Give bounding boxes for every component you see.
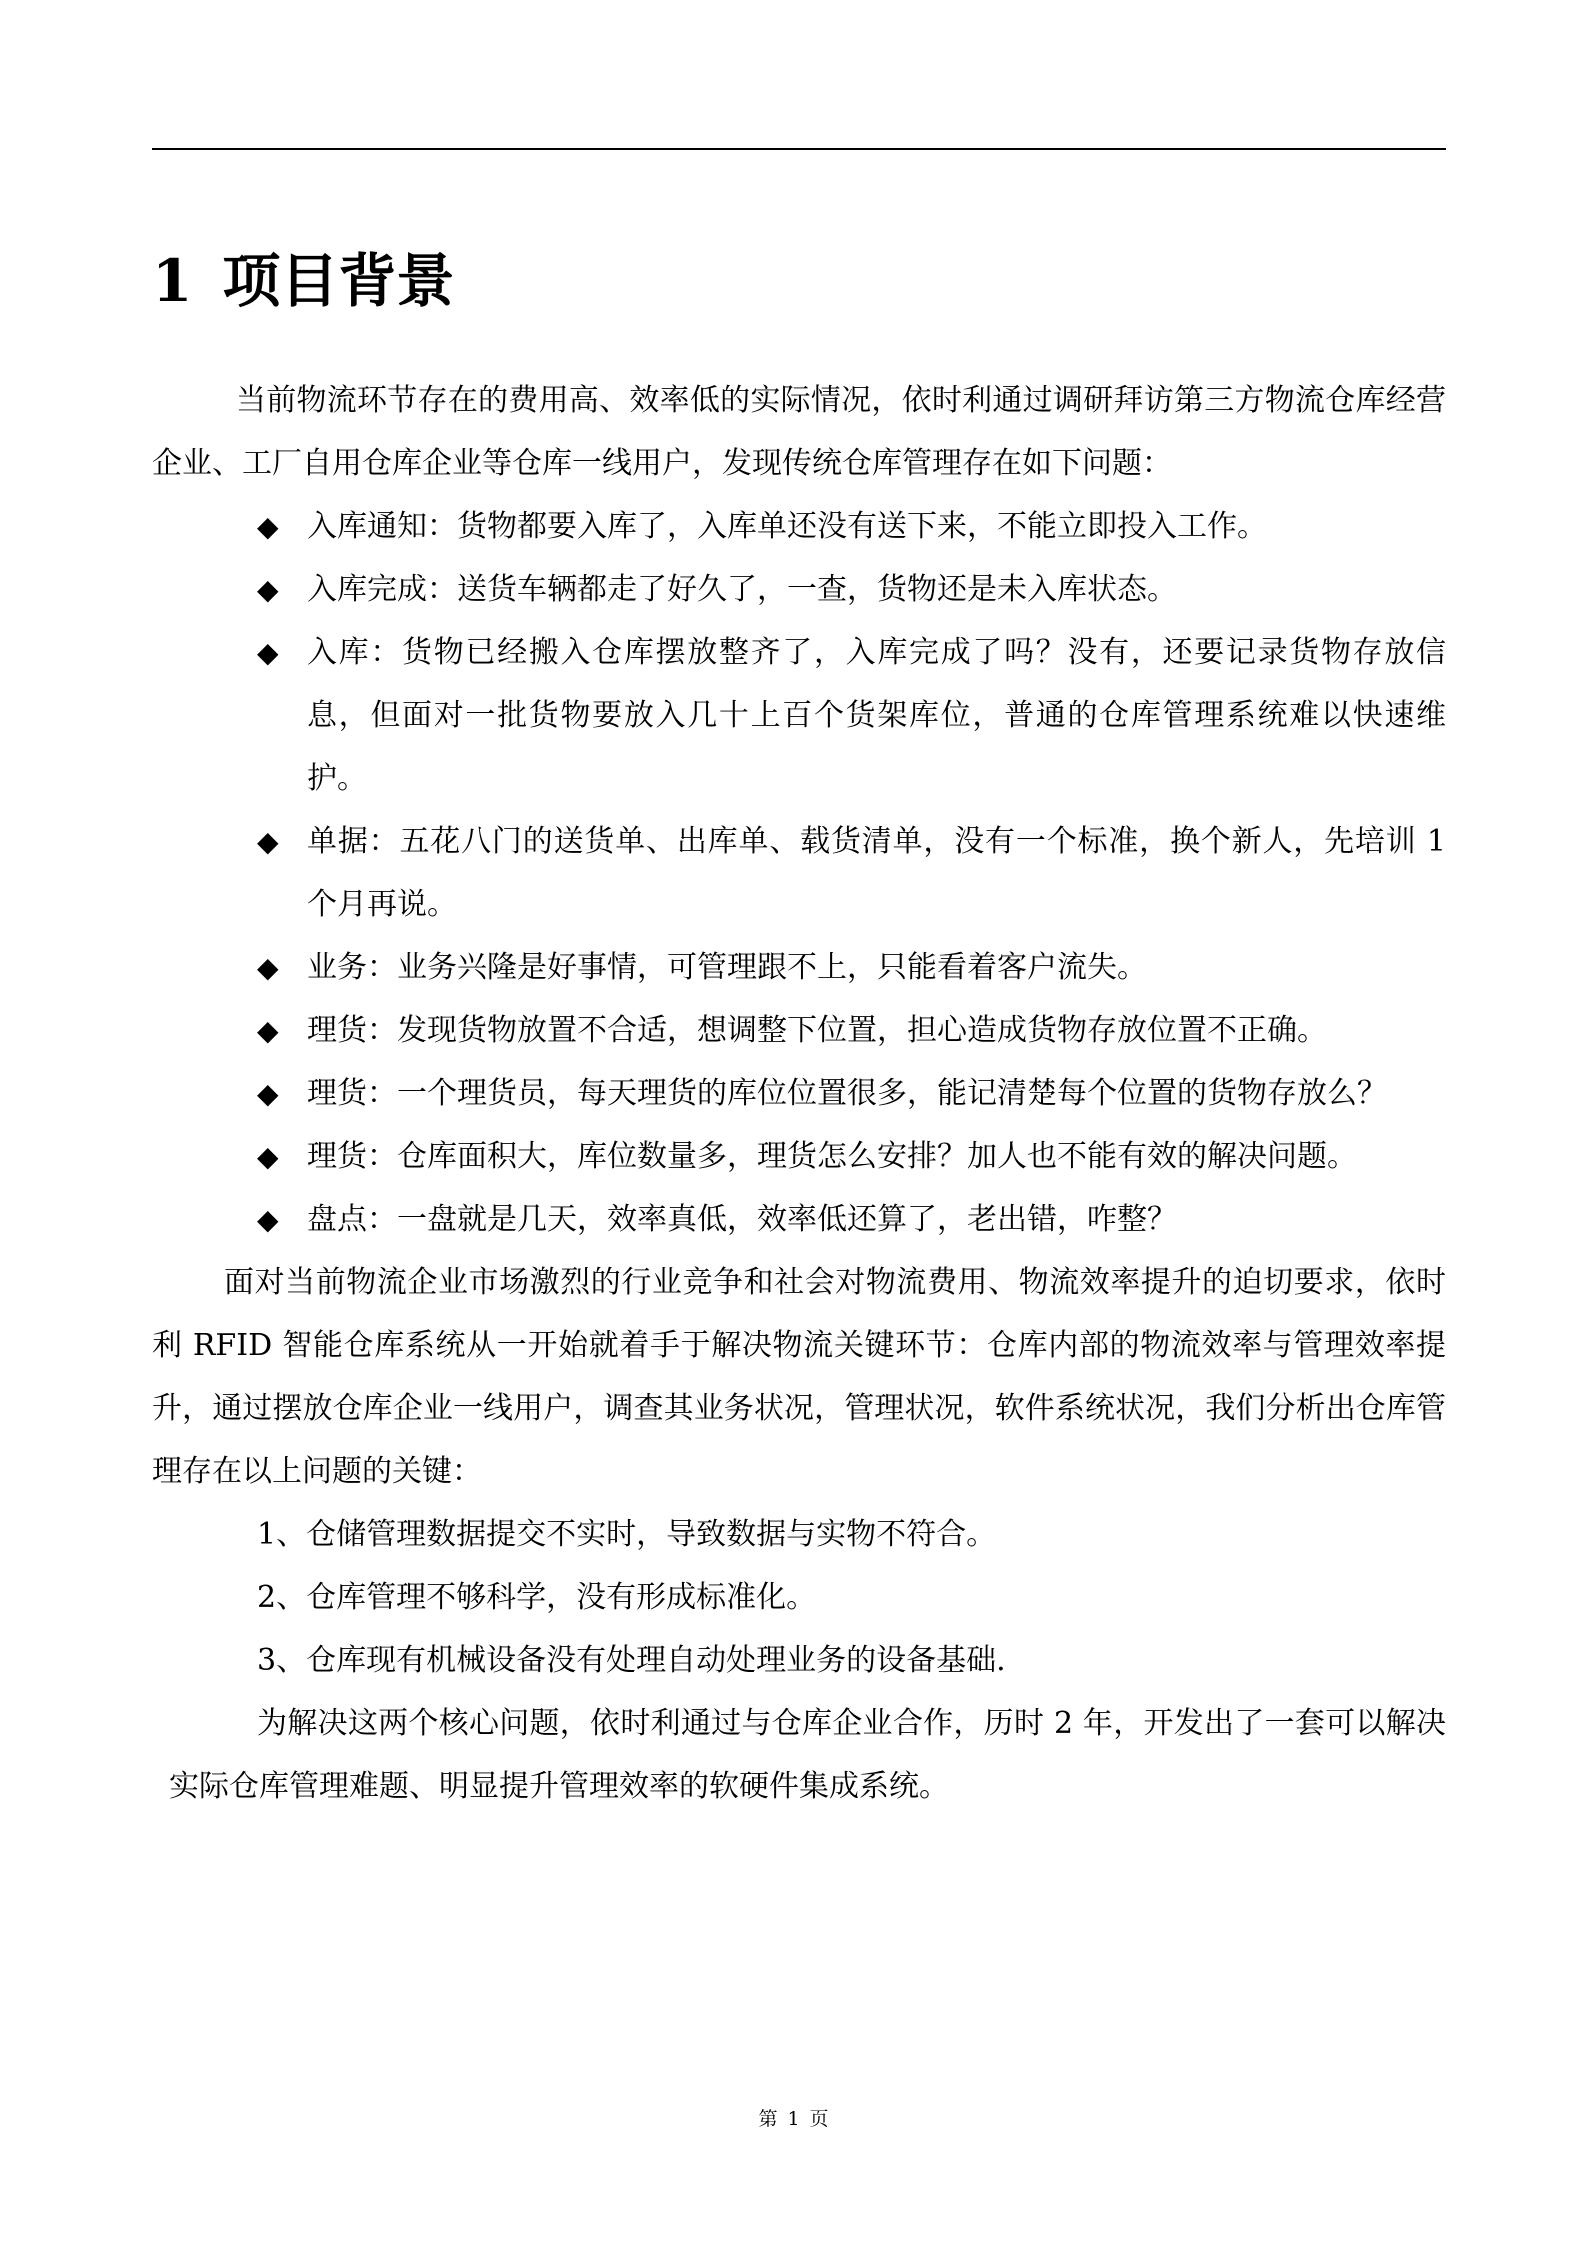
list-item	[152, 936, 1446, 999]
diamond-bullet-icon: ◆	[257, 1014, 279, 1047]
list-item	[152, 1062, 1446, 1125]
analysis-paragraph: 面对当前物流企业市场激烈的行业竞争和社会对物流费用、物流效率提升的迫切要求，依时利 RFID 智能仓库系统从一开始就着手于解决物流关键环节：仓库内部的物流效率与管理效率提升，通过摆放仓库企业一线用户，调查其业务状况，管理状况，软件系统状况，我们分析出仓库管理存在以上问题的关键：	[152, 1265, 1446, 1489]
diamond-bullet-icon: ◆	[257, 510, 279, 543]
diamond-bullet-icon: ◆	[257, 636, 279, 669]
diamond-bullet-icon: ◆	[257, 951, 279, 984]
diamond-bullet-icon: ◆	[257, 573, 279, 606]
list-item-text: 入库完成：送货车辆都走了好久了，一查，货物还是未入库状态。	[307, 572, 1177, 607]
section-number: 1	[152, 247, 193, 315]
header-rule	[152, 148, 1446, 150]
key-point: 3、仓库现有机械设备没有处理自动处理业务的设备基础.	[257, 1643, 1006, 1678]
list-item-text: 理货：发现货物放置不合适，想调整下位置，担心造成货物存放位置不正确。	[307, 1013, 1327, 1048]
intro-paragraph: 当前物流环节存在的费用高、效率低的实际情况，依时利通过调研拜访第三方物流仓库经营企业、工厂自用仓库企业等仓库一线用户，发现传统仓库管理存在如下问题：	[152, 383, 1446, 481]
page-footer	[0, 2104, 1587, 2131]
key-points-list	[152, 1503, 1446, 1692]
list-item	[152, 558, 1446, 621]
section-heading	[152, 244, 454, 318]
key-point: 1、仓储管理数据提交不实时，导致数据与实物不符合。	[257, 1517, 997, 1552]
list-item	[152, 999, 1446, 1062]
diamond-bullet-icon: ◆	[257, 1140, 279, 1173]
key-point: 2、仓库管理不够科学，没有形成标准化。	[257, 1580, 817, 1615]
diamond-bullet-icon: ◆	[257, 1077, 279, 1110]
page-number: 1	[787, 2108, 800, 2130]
list-item-text: 盘点：一盘就是几天，效率真低，效率低还算了，老出错，咋整？	[307, 1202, 1177, 1237]
page-suffix: 页	[809, 2108, 829, 2130]
document-body	[152, 369, 1446, 1818]
list-item-text: 业务：业务兴隆是好事情，可管理跟不上，只能看着客户流失。	[307, 950, 1147, 985]
conclusion-paragraph: 为解决这两个核心问题，依时利通过与仓库企业合作，历时 2 年，开发出了一套可以解决实际仓库管理难题、明显提升管理效率的软硬件集成系统。	[169, 1706, 1446, 1804]
list-item-text: 理货：一个理货员，每天理货的库位位置很多，能记清楚每个位置的货物存放么？	[307, 1076, 1387, 1111]
list-item-text: 入库通知：货物都要入库了，入库单还没有送下来，不能立即投入工作。	[307, 509, 1267, 544]
problem-list	[152, 495, 1446, 1251]
diamond-bullet-icon: ◆	[257, 1203, 279, 1236]
list-item	[152, 1188, 1446, 1251]
list-item	[152, 810, 1446, 936]
list-item-text: 入库：货物已经搬入仓库摆放整齐了，入库完成了吗？没有，还要记录货物存放信息，但面对一批货物要放入几十上百个货架库位，普通的仓库管理系统难以快速维护。	[307, 635, 1446, 796]
diamond-bullet-icon: ◆	[257, 825, 279, 858]
section-title: 项目背景	[222, 247, 455, 315]
list-item	[152, 1125, 1446, 1188]
page-prefix: 第	[758, 2108, 778, 2130]
list-item-text: 理货：仓库面积大，库位数量多，理货怎么安排？加人也不能有效的解决问题。	[307, 1139, 1357, 1174]
list-item	[152, 621, 1446, 810]
list-item	[152, 495, 1446, 558]
list-item-text: 单据：五花八门的送货单、出库单、载货清单，没有一个标准，换个新人，先培训 1 个月再说。	[307, 824, 1446, 922]
